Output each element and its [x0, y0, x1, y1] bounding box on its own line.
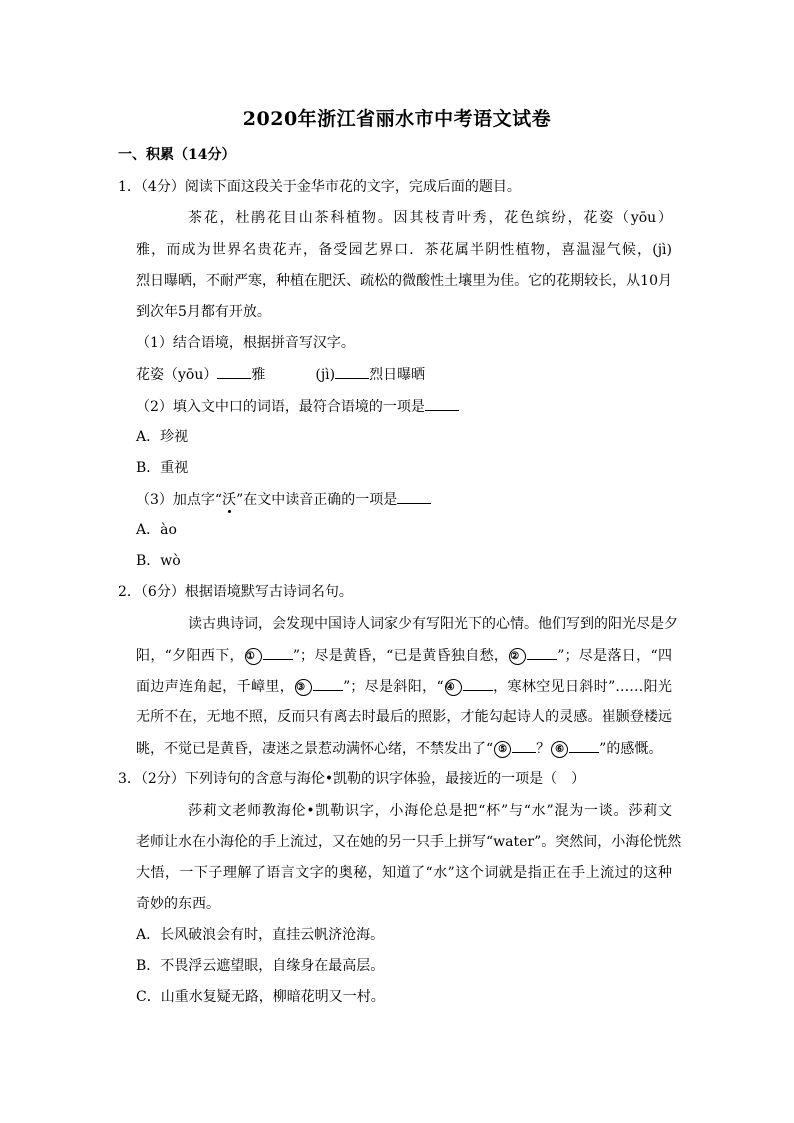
- answer-blank[interactable]: [512, 738, 536, 753]
- q1-sub1: （1）结合语境，根据拼音写汉字。: [136, 335, 355, 351]
- section-heading: 一、积累（14分）: [118, 147, 236, 163]
- q2-text: ”；尽是黄昏，“已是黄昏独自愁，: [292, 648, 509, 664]
- option-c[interactable]: C．山重水复疑无路，柳暗花明又一村。: [136, 989, 385, 1005]
- answer-blank[interactable]: [425, 396, 459, 411]
- q2-text: 眺，不觉已是黄昏，凄迷之景惹动满怀心绪，不禁发出了“: [136, 741, 494, 757]
- q2-stem: 2．（6分）根据语境默写古诗词名句。: [118, 584, 353, 600]
- option-b[interactable]: B．重视: [136, 460, 189, 476]
- blank-marker-5: ⑤: [494, 741, 511, 758]
- q1-passage-line: 烈日曝晒，不耐严寒，种植在肥沃、疏松的微酸性土壤里为佳。它的花期较长，从10月: [136, 273, 672, 289]
- blank-marker-1: ①: [245, 648, 262, 665]
- blank-marker-4: ④: [445, 679, 462, 696]
- option-b[interactable]: B．wò: [136, 553, 181, 569]
- answer-blank[interactable]: [569, 738, 599, 753]
- q1-sub1-a-label: 花姿（yōu）: [136, 367, 218, 383]
- q2-passage-line: [136, 645, 672, 666]
- answer-blank[interactable]: [463, 676, 493, 691]
- answer-blank[interactable]: [335, 364, 369, 379]
- q1-sub3: [136, 489, 431, 510]
- q1-sub1-a-suffix: 雅: [251, 367, 266, 383]
- option-a[interactable]: A．ào: [136, 522, 177, 538]
- q3-passage-line: 莎莉文老师教海伦•凯勒识字，小海伦总是把“杯”与“水”混为一谈。莎莉文: [188, 803, 672, 819]
- q1-sub3-text: ”在文中读音正确的一项是: [236, 492, 398, 508]
- q2-text: ”；尽是斜阳，“: [343, 679, 444, 695]
- q1-sub1-blanks: [136, 364, 425, 385]
- q1-sub1-b-suffix: 烈日曝晒: [369, 367, 426, 383]
- q2-passage-line: 读古典诗词，会发现中国诗人词家少有写阳光下的心情。他们写到的阳光尽是夕: [188, 616, 678, 632]
- blank-marker-2: ②: [509, 648, 526, 665]
- answer-blank[interactable]: [263, 645, 293, 660]
- q2-text: ”的感慨。: [599, 741, 663, 757]
- q1-sub3-text: （3）加点字“: [136, 492, 223, 508]
- dotted-char: 沃: [222, 492, 237, 508]
- q1-passage-line: 茶花，杜鹃花目山茶科植物。因其枝青叶秀，花色缤纷，花姿（yōu）: [188, 210, 672, 226]
- q3-passage-line: 奇妙的东西。: [136, 896, 220, 912]
- page-title: 2020年浙江省丽水市中考语文试卷: [242, 108, 552, 130]
- option-a[interactable]: A．珍视: [136, 429, 189, 445]
- q2-passage-line: [136, 738, 662, 759]
- answer-blank[interactable]: [217, 364, 251, 379]
- blank-marker-3: ③: [295, 679, 312, 696]
- q3-stem: 3．（2分）下列诗句的含意与海伦•凯勒的识字体验，最接近的一项是（ ）: [118, 771, 586, 787]
- answer-blank[interactable]: [527, 645, 557, 660]
- q3-passage-line: 老师让水在小海伦的手上流过，又在她的另一只手上拼写“water”。突然间，小海伦恍然: [136, 834, 682, 850]
- blank-marker-6: ⑥: [551, 741, 568, 758]
- q2-text: 阳，“夕阳西下，: [136, 648, 244, 664]
- q2-text: 面边声连角起，千嶂里，: [136, 679, 295, 695]
- q1-sub2: [136, 396, 459, 417]
- q1-sub1-b-label: (jì): [315, 367, 336, 383]
- q1-passage-line: 雅，而成为世界名贵花卉，备受园艺界口．茶花属半阴性植物，喜温湿气候，(jì): [136, 242, 672, 258]
- q2-passage-line: 无所不在，无地不照，反而只有离去时最后的照影，才能勾起诗人的灵感。崔颢登楼远: [136, 709, 672, 725]
- q1-passage-line: 到次年5月都有开放。: [136, 304, 271, 320]
- q2-text: ？: [536, 741, 551, 757]
- answer-blank[interactable]: [313, 676, 343, 691]
- q1-stem: 1．（4分）阅读下面这段关于金华市花的文字，完成后面的题目。: [118, 179, 521, 195]
- option-b[interactable]: B．不畏浮云遮望眼，自缘身在最高层。: [136, 958, 385, 974]
- q2-text: ”；尽是落日，“四: [557, 648, 672, 664]
- answer-blank[interactable]: [397, 489, 431, 504]
- q1-sub2-text: （2）填入文中口的词语，最符合语境的一项是: [136, 399, 425, 415]
- q3-passage-line: 大悟，一下子理解了语言文字的奥秘，知道了“水”这个词就是指正在手上流过的这种: [136, 865, 672, 881]
- q2-passage-line: [136, 676, 672, 697]
- q2-text: ，寒林空见日斜时”……阳光: [492, 679, 672, 695]
- option-a[interactable]: A．长风破浪会有时，直挂云帆济沧海。: [136, 927, 385, 943]
